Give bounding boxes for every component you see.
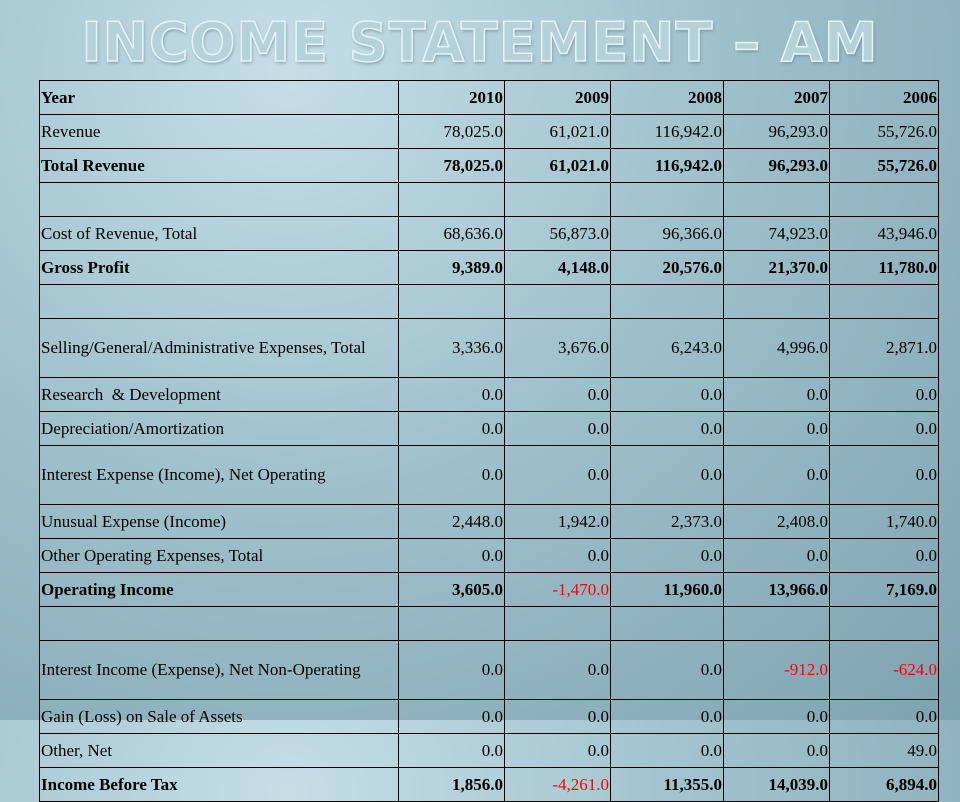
year-cell: 2007 xyxy=(724,81,830,115)
value-cell: 0.0 xyxy=(505,539,611,573)
value-cell: 14,039.0 xyxy=(724,768,830,802)
value-cell: 6,243.0 xyxy=(611,319,724,378)
value-cell: 0.0 xyxy=(830,378,939,412)
table-row-gain-loss-assets xyxy=(40,700,939,734)
value-cell: 0.0 xyxy=(505,734,611,768)
value-cell: 3,676.0 xyxy=(505,319,611,378)
value-cell: 61,021.0 xyxy=(505,115,611,149)
value-cell xyxy=(611,285,724,319)
value-cell: 0.0 xyxy=(724,734,830,768)
value-cell: 2,448.0 xyxy=(399,505,505,539)
year-header-row xyxy=(40,81,939,115)
row-label xyxy=(40,285,399,319)
value-cell: 0.0 xyxy=(505,700,611,734)
row-label: Operating Income xyxy=(40,573,399,607)
value-cell: 0.0 xyxy=(724,378,830,412)
value-cell: 4,148.0 xyxy=(505,251,611,285)
value-cell: 3,336.0 xyxy=(399,319,505,378)
value-cell: 0.0 xyxy=(830,539,939,573)
row-label: Interest Income (Expense), Net Non-Operating xyxy=(40,641,399,700)
table-row-interest-expense-operating xyxy=(40,446,939,505)
value-cell: 0.0 xyxy=(399,641,505,700)
value-cell: 21,370.0 xyxy=(724,251,830,285)
row-label: Other, Net xyxy=(40,734,399,768)
value-cell xyxy=(830,285,939,319)
value-cell: 13,966.0 xyxy=(724,573,830,607)
value-cell: 0.0 xyxy=(724,700,830,734)
table-row-interest-income-non-operating xyxy=(40,641,939,700)
value-cell: 1,856.0 xyxy=(399,768,505,802)
value-cell: 0.0 xyxy=(611,700,724,734)
value-cell: 9,389.0 xyxy=(399,251,505,285)
value-cell: 56,873.0 xyxy=(505,217,611,251)
value-cell: 0.0 xyxy=(611,412,724,446)
value-cell: 74,923.0 xyxy=(724,217,830,251)
value-cell: 55,726.0 xyxy=(830,115,939,149)
negative-value-cell: -4,261.0 xyxy=(505,768,611,802)
table-row-revenue xyxy=(40,115,939,149)
table-row-gross-profit xyxy=(40,251,939,285)
value-cell: 49.0 xyxy=(830,734,939,768)
row-label: Revenue xyxy=(40,115,399,149)
row-label: Unusual Expense (Income) xyxy=(40,505,399,539)
value-cell: 0.0 xyxy=(611,446,724,505)
value-cell: 0.0 xyxy=(611,734,724,768)
value-cell: 116,942.0 xyxy=(611,149,724,183)
value-cell xyxy=(505,607,611,641)
income-statement-table xyxy=(39,80,939,802)
value-cell: 0.0 xyxy=(399,700,505,734)
table-row-unusual-expense xyxy=(40,505,939,539)
value-cell: 0.0 xyxy=(611,641,724,700)
value-cell: 0.0 xyxy=(399,539,505,573)
row-label: Depreciation/Amortization xyxy=(40,412,399,446)
table-row-other-net xyxy=(40,734,939,768)
value-cell xyxy=(724,183,830,217)
value-cell: 0.0 xyxy=(724,539,830,573)
value-cell: 0.0 xyxy=(830,446,939,505)
value-cell: 0.0 xyxy=(399,446,505,505)
value-cell: 2,373.0 xyxy=(611,505,724,539)
negative-value-cell: -912.0 xyxy=(724,641,830,700)
row-label: Research & Development xyxy=(40,378,399,412)
value-cell: 96,293.0 xyxy=(724,115,830,149)
row-label: Interest Expense (Income), Net Operating xyxy=(40,446,399,505)
table-row-depreciation xyxy=(40,412,939,446)
value-cell: 0.0 xyxy=(399,734,505,768)
value-cell: 78,025.0 xyxy=(399,149,505,183)
value-cell: 0.0 xyxy=(505,641,611,700)
year-cell: 2006 xyxy=(830,81,939,115)
row-label: Cost of Revenue, Total xyxy=(40,217,399,251)
value-cell: 0.0 xyxy=(830,412,939,446)
value-cell: 6,894.0 xyxy=(830,768,939,802)
table-row-income-before-tax xyxy=(40,768,939,802)
table-row-blank xyxy=(40,183,939,217)
value-cell: 11,960.0 xyxy=(611,573,724,607)
negative-value-cell: -624.0 xyxy=(830,641,939,700)
value-cell xyxy=(399,183,505,217)
slide-title: INCOME STATEMENT – AM xyxy=(81,11,879,74)
value-cell: 96,293.0 xyxy=(724,149,830,183)
value-cell: 0.0 xyxy=(399,378,505,412)
value-cell: 2,408.0 xyxy=(724,505,830,539)
header-label-cell: Year xyxy=(40,81,399,115)
negative-value-cell: -1,470.0 xyxy=(505,573,611,607)
table-row-research-development xyxy=(40,378,939,412)
value-cell: 0.0 xyxy=(505,446,611,505)
value-cell: 11,355.0 xyxy=(611,768,724,802)
row-label xyxy=(40,607,399,641)
value-cell: 96,366.0 xyxy=(611,217,724,251)
value-cell xyxy=(505,183,611,217)
value-cell: 55,726.0 xyxy=(830,149,939,183)
value-cell xyxy=(830,607,939,641)
value-cell xyxy=(399,607,505,641)
value-cell: 2,871.0 xyxy=(830,319,939,378)
value-cell: 0.0 xyxy=(505,412,611,446)
value-cell: 68,636.0 xyxy=(399,217,505,251)
value-cell: 0.0 xyxy=(724,412,830,446)
row-label: Gain (Loss) on Sale of Assets xyxy=(40,700,399,734)
table-row-other-operating-expenses xyxy=(40,539,939,573)
value-cell: 1,740.0 xyxy=(830,505,939,539)
row-label: Gross Profit xyxy=(40,251,399,285)
value-cell: 3,605.0 xyxy=(399,573,505,607)
value-cell xyxy=(724,285,830,319)
value-cell: 0.0 xyxy=(830,700,939,734)
value-cell xyxy=(611,607,724,641)
row-label: Selling/General/Administrative Expenses, Total xyxy=(40,319,399,378)
value-cell: 11,780.0 xyxy=(830,251,939,285)
value-cell xyxy=(505,285,611,319)
row-label xyxy=(40,183,399,217)
value-cell: 7,169.0 xyxy=(830,573,939,607)
value-cell: 0.0 xyxy=(611,539,724,573)
year-cell: 2008 xyxy=(611,81,724,115)
row-label: Other Operating Expenses, Total xyxy=(40,539,399,573)
row-label: Total Revenue xyxy=(40,149,399,183)
value-cell: 78,025.0 xyxy=(399,115,505,149)
year-cell: 2010 xyxy=(399,81,505,115)
value-cell xyxy=(399,285,505,319)
value-cell: 116,942.0 xyxy=(611,115,724,149)
value-cell: 0.0 xyxy=(611,378,724,412)
value-cell: 0.0 xyxy=(724,446,830,505)
value-cell: 20,576.0 xyxy=(611,251,724,285)
value-cell xyxy=(611,183,724,217)
table-row-blank xyxy=(40,285,939,319)
table-row-total-revenue xyxy=(40,149,939,183)
value-cell xyxy=(724,607,830,641)
value-cell: 0.0 xyxy=(399,412,505,446)
table-row-operating-income xyxy=(40,573,939,607)
value-cell: 0.0 xyxy=(505,378,611,412)
table-row-cost-of-revenue xyxy=(40,217,939,251)
row-label: Income Before Tax xyxy=(40,768,399,802)
value-cell: 4,996.0 xyxy=(724,319,830,378)
value-cell: 43,946.0 xyxy=(830,217,939,251)
year-cell: 2009 xyxy=(505,81,611,115)
value-cell: 61,021.0 xyxy=(505,149,611,183)
table-row-blank xyxy=(40,607,939,641)
table-row-sga-expenses xyxy=(40,319,939,378)
value-cell xyxy=(830,183,939,217)
value-cell: 1,942.0 xyxy=(505,505,611,539)
